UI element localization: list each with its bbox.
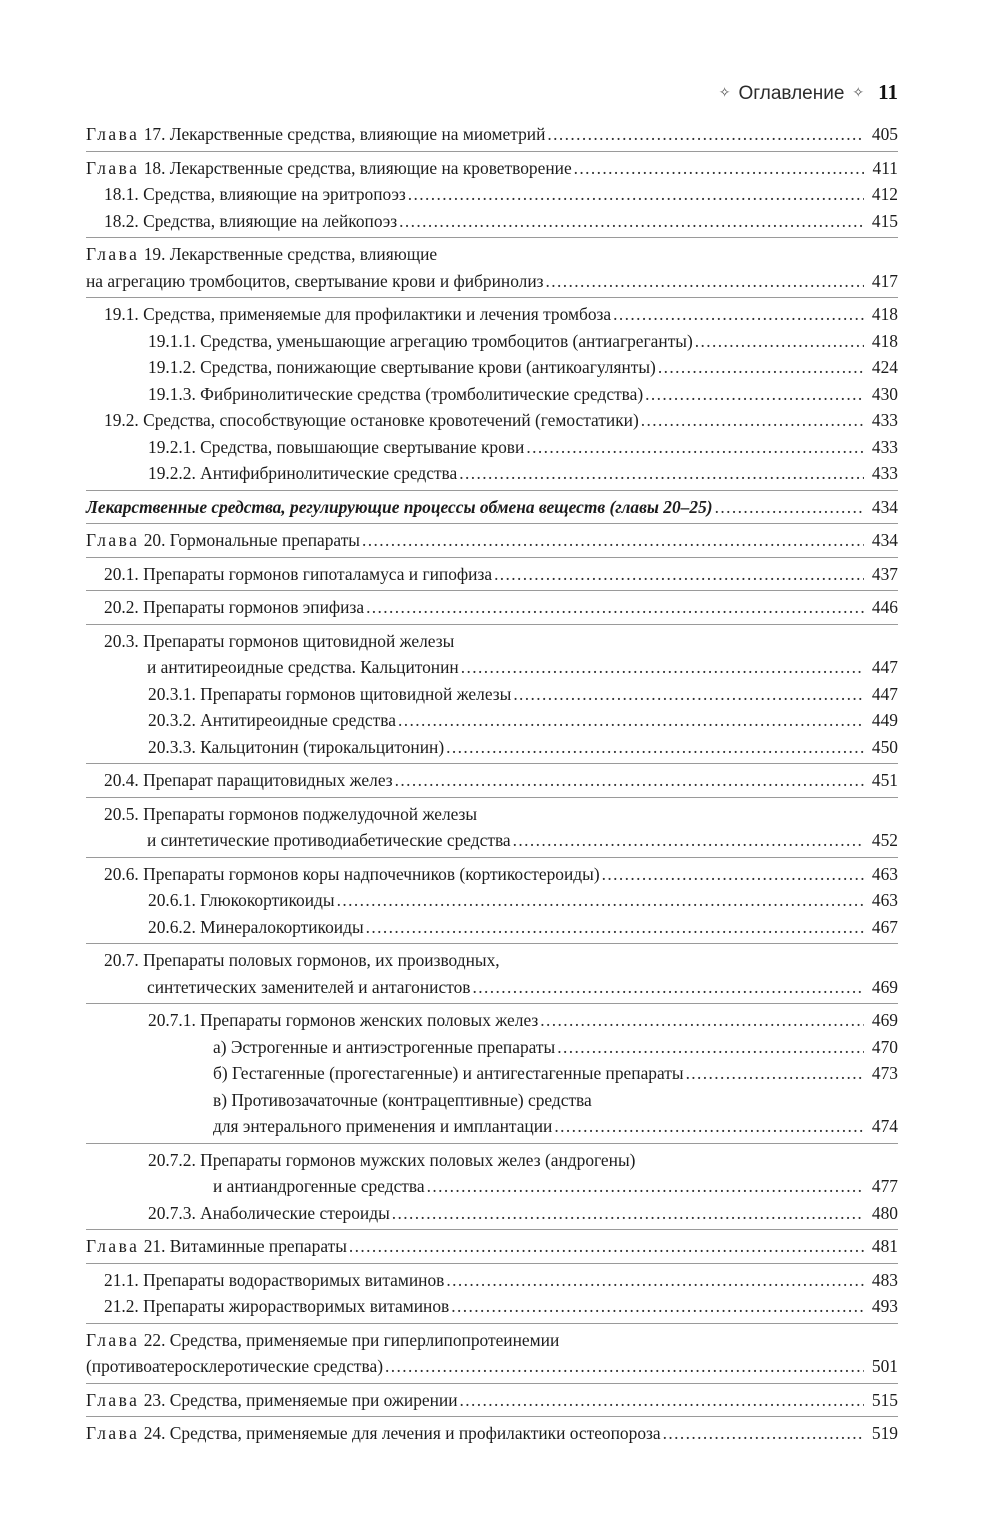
toc-entry[interactable]: 20.3.1. Препараты гормонов щитовидной железы ..... 447	[86, 681, 898, 708]
page-ref: 519	[871, 1423, 898, 1443]
toc-section-20-7-1: 20.7.1. Препараты гормонов женских половых желез ..... 469 а) Эстрогенные и антиэстрогенные препараты ..... 470 б) Гестагенные (прогестагенные) и антигестагенные препараты ..... 473 в) Противозачаточные (контрацептивные) средства для энтерального применения и имплантации ..... 474	[86, 1003, 898, 1143]
page-ref: 449	[871, 710, 898, 730]
toc-section-20-4	[86, 763, 898, 797]
page-ref: 433	[871, 410, 898, 430]
running-header	[719, 80, 898, 105]
toc-entry[interactable]: 19.1.3. Фибринолитические средства (тромболитические средства) ..... 430	[86, 381, 898, 408]
toc-entry[interactable]: 19.1.1. Средства, уменьшающие агрегацию тромбоцитов (антиагреганты) ..... 418	[86, 328, 898, 355]
page-ref: 470	[871, 1036, 898, 1057]
toc-entry[interactable]: Глава 18. Лекарственные средства, влияющие на кроветворение ..... 411	[86, 155, 898, 182]
page-ref: 437	[871, 563, 898, 584]
page-ref: 418	[871, 330, 898, 351]
page-ref: 463	[871, 890, 898, 910]
toc-entry[interactable]: Глава 20. Гормональные препараты ..... 434	[86, 527, 898, 554]
header-page-number: 11	[878, 80, 898, 104]
toc-section-21	[86, 1263, 898, 1323]
toc-chapter-21	[86, 1229, 898, 1263]
toc-entry[interactable]: 19.2.2. Антифибринолитические средства ..... 433	[86, 460, 898, 487]
toc-entry[interactable]: Глава 17. Лекарственные средства, влияющие на миометрий ..... 405	[86, 121, 898, 148]
diamond-ornament-icon: ✧	[852, 84, 865, 100]
toc-entry[interactable]: 19.2.1. Средства, повышающие свертывание крови ..... 433	[86, 434, 898, 461]
page-ref: 452	[871, 830, 898, 850]
page-ref: 412	[871, 184, 898, 204]
page-ref: 493	[871, 1296, 898, 1316]
table-of-contents	[86, 118, 898, 1450]
toc-entry[interactable]: 18.1. Средства, влияющие на эритропоэз ..... 412	[86, 181, 898, 208]
toc-section-20-5: 20.5. Препараты гормонов поджелудочной железы и синтетические противодиабетические средства ..... 452	[86, 797, 898, 857]
page-ref: 417	[871, 270, 898, 291]
page-ref: 477	[871, 1176, 898, 1196]
toc-entry[interactable]: и антиандрогенные средства ..... 477	[86, 1173, 898, 1200]
toc-entry[interactable]: 19.2. Средства, способствующие остановке кровотечений (гемостатики) ..... 433	[86, 407, 898, 434]
page-ref: 474	[871, 1116, 898, 1136]
toc-entry[interactable]: 21.1. Препараты водорастворимых витаминов ..... 483	[86, 1267, 898, 1294]
toc-entry[interactable]: (противоатеросклеротические средства) ..... 501	[86, 1353, 898, 1380]
toc-entry[interactable]: Лекарственные средства, регулирующие процессы обмена веществ (главы 20–25) ..... 434	[86, 494, 898, 521]
toc-entry[interactable]: для энтерального применения и имплантации ..... 474	[86, 1113, 898, 1140]
toc-chapter-20	[86, 523, 898, 557]
toc-entry[interactable]: 18.2. Средства, влияющие на лейкопоэз ..... 415	[86, 208, 898, 235]
toc-entry[interactable]: Глава 23. Средства, применяемые при ожирении ..... 515	[86, 1387, 898, 1414]
toc-section-20-6	[86, 857, 898, 944]
page-ref: 430	[871, 383, 898, 404]
page-ref: 434	[871, 496, 898, 517]
toc-chapter-19: Глава 19. Лекарственные средства, влияющие на агрегацию тромбоцитов, свертывание крови и фибринолиз ..... 417	[86, 237, 898, 297]
toc-entry[interactable]: 20.2. Препараты гормонов эпифиза ..... 446	[86, 594, 898, 621]
toc-chapter-18	[86, 151, 898, 238]
page-ref: 501	[871, 1356, 898, 1376]
header-title: Оглавление	[738, 83, 845, 104]
page-ref: 450	[871, 736, 898, 757]
toc-entry[interactable]: 20.4. Препарат паращитовидных желез ..... 451	[86, 767, 898, 794]
toc-chapter-17	[86, 118, 898, 151]
toc-section-20-7: 20.7. Препараты половых гормонов, их производных, синтетических заменителей и антагонистов ..... 469	[86, 943, 898, 1003]
page-ref: 481	[871, 1236, 898, 1256]
page-ref: 433	[871, 436, 898, 457]
toc-entry[interactable]: б) Гестагенные (прогестагенные) и антигестагенные препараты ..... 473	[86, 1060, 898, 1087]
page-ref: 463	[871, 863, 898, 884]
page-ref: 515	[871, 1389, 898, 1410]
toc-entry[interactable]: 20.6.2. Минералокортикоиды ..... 467	[86, 914, 898, 941]
page-ref: 469	[871, 1010, 898, 1030]
toc-entry[interactable]: 20.3.3. Кальцитонин (тирокальцитонин) ..... 450	[86, 734, 898, 761]
toc-chapter-24	[86, 1416, 898, 1450]
page-ref: 469	[871, 976, 898, 997]
toc-entry[interactable]: Глава 24. Средства, применяемые для лечения и профилактики остеопороза ..... 519	[86, 1420, 898, 1447]
toc-chapter-23	[86, 1383, 898, 1417]
page-ref: 467	[871, 916, 898, 937]
toc-section-20-3: 20.3. Препараты гормонов щитовидной железы и антитиреоидные средства. Кальцитонин ..... 447 20.3.1. Препараты гормонов щитовидной железы ..... 447 20.3.2. Антитиреоидные средства ..... 449 20.3.3. Кальцитонин (тирокальцитонин) ..... 450	[86, 624, 898, 764]
toc-entry[interactable]: 20.3.2. Антитиреоидные средства ..... 449	[86, 707, 898, 734]
toc-entry[interactable]: и антитиреоидные средства. Кальцитонин ..... 447	[86, 654, 898, 681]
toc-chapter-22: Глава 22. Средства, применяемые при гиперлипопротеинемии (противоатеросклеротические средства) ..... 501	[86, 1323, 898, 1383]
toc-entry[interactable]: синтетических заменителей и антагонистов ..... 469	[86, 974, 898, 1001]
toc-section-20-7-2: 20.7.2. Препараты гормонов мужских половых желез (андрогены) и антиандрогенные средства ..... 477 20.7.3. Анаболические стероиды ..... 480	[86, 1143, 898, 1230]
page-ref: 451	[871, 770, 898, 790]
page-ref: 418	[871, 304, 898, 324]
toc-entry[interactable]: на агрегацию тромбоцитов, свертывание крови и фибринолиз ..... 417	[86, 268, 898, 295]
toc-section-20-2	[86, 590, 898, 624]
toc-section-20-1	[86, 557, 898, 591]
page-ref: 446	[871, 597, 898, 617]
toc-section-19-1	[86, 297, 898, 490]
page-ref: 424	[871, 357, 898, 377]
toc-entry[interactable]: 20.7.1. Препараты гормонов женских половых желез ..... 469	[86, 1007, 898, 1034]
toc-entry[interactable]: Глава 21. Витаминные препараты ..... 481	[86, 1233, 898, 1260]
toc-entry[interactable]: 20.1. Препараты гормонов гипоталамуса и гипофиза ..... 437	[86, 561, 898, 588]
page-ref: 434	[871, 530, 898, 550]
toc-entry[interactable]: 19.1. Средства, применяемые для профилактики и лечения тромбоза ..... 418	[86, 301, 898, 328]
toc-entry[interactable]: 20.6. Препараты гормонов коры надпочечников (кортикостероиды) ..... 463	[86, 861, 898, 888]
toc-entry[interactable]: и синтетические противодиабетические средства ..... 452	[86, 827, 898, 854]
page-ref: 447	[871, 683, 898, 704]
toc-entry[interactable]: 20.7.3. Анаболические стероиды ..... 480	[86, 1200, 898, 1227]
page-ref: 411	[872, 157, 898, 178]
page-ref: 480	[871, 1202, 898, 1223]
diamond-ornament-icon: ✧	[718, 84, 731, 100]
page-ref: 405	[871, 124, 898, 144]
page-ref: 433	[871, 463, 898, 483]
page-ref: 483	[871, 1269, 898, 1290]
page-ref: 415	[871, 210, 898, 231]
toc-entry[interactable]: а) Эстрогенные и антиэстрогенные препараты ..... 470	[86, 1034, 898, 1061]
page-ref: 473	[871, 1063, 898, 1083]
toc-entry[interactable]: 21.2. Препараты жирорастворимых витаминов ..... 493	[86, 1293, 898, 1320]
toc-entry[interactable]: 20.6.1. Глюкокортикоиды ..... 463	[86, 887, 898, 914]
toc-part-heading	[86, 490, 898, 524]
toc-entry[interactable]: 19.1.2. Средства, понижающие свертывание крови (антикоагулянты) ..... 424	[86, 354, 898, 381]
page-ref: 447	[871, 657, 898, 677]
